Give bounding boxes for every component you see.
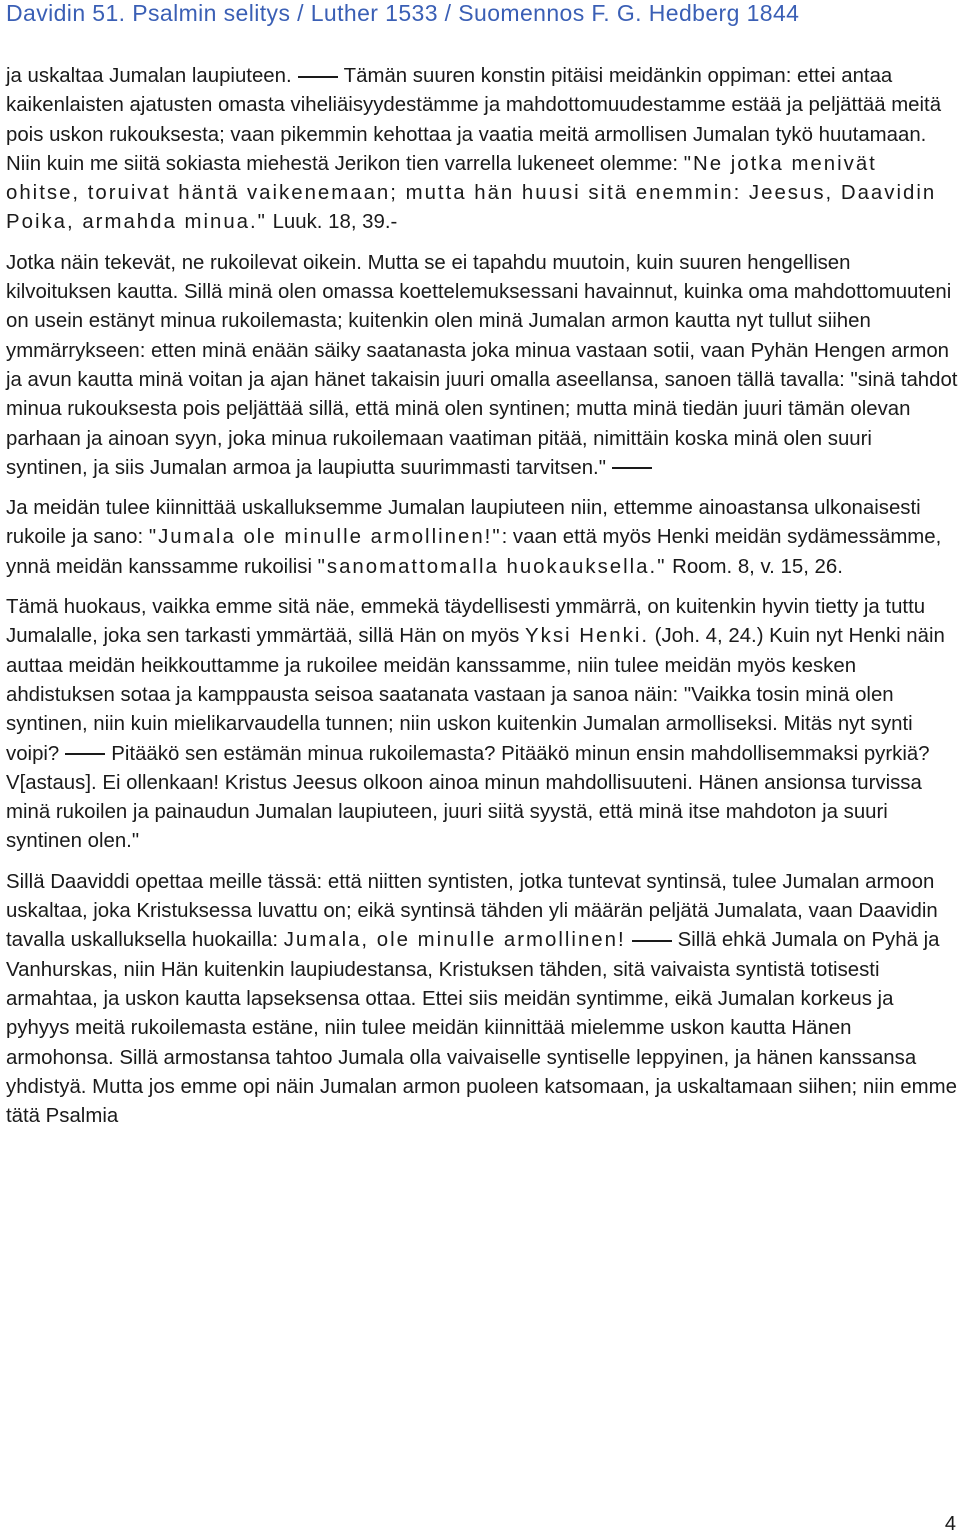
text-run: Tämän suuren konstin pitäisi meidänkin oppiman: ettei antaa kaikenlaisten ajatusten omasta viheliäisyydestämme ja mahdottomuudestamme estää ja peljättää meitä pois uskon rukouksesta; vaan pikemmin kehottaa ja vaatia meitä armollisen Jumalan tykö huutamaan. Niin kuin me siitä sokiasta miehestä Jerikon tien varrella lukeneet olemme:	[6, 65, 942, 175]
paragraph-3	[6, 494, 958, 582]
spaced-quote: Jumala, ole minulle armollinen!	[283, 929, 626, 952]
text-run: Ja meidän tulee kiinnittää uskalluksemme Jumalan laupiuteen niin, ettemme ainoastansa ulkonaisesti rukoile ja sano:	[6, 497, 921, 549]
spaced-quote: "Jumala ole minulle armollinen!"	[148, 526, 502, 549]
spaced-quote: "sanomattomalla huokauksella."	[317, 555, 667, 578]
page-header-title: Davidin 51. Psalmin selitys / Luther 1533 / Suomennos F. G. Hedberg 1844	[6, 0, 800, 26]
text-run: Pitääkö sen estämän minua rukoilemasta? Pitääkö minun ensin mahdollisemmaksi pyrkiä? V[astaus]. Ei ollenkaan! Kristus Jeesus olkoon ainoa minun mahdollisuuteni. Hänen ansionsa turvissa minä rukoilen ja painaudun Jumalan laupiuteen, juuri siitä syystä, että minä itse mahdoton ja suuri syntinen olen."	[6, 742, 930, 853]
text-run: Luuk. 18, 39.-	[266, 211, 398, 234]
em-dash	[612, 467, 652, 469]
document-body	[6, 62, 958, 1142]
em-dash	[65, 753, 105, 755]
em-dash	[632, 940, 672, 942]
text-run: Sillä ehkä Jumala on Pyhä ja Vanhurskas, niin Hän kuitenkin laupiudestansa, Kristuksen tähden, sitä vaivaista syntistä totisesti armahtaa, ja uskon kautta lapseksensa ottaa. Ettei siis meidän syntimme, eikä Jumalan korkeus ja pyhyys meitä rukoilemasta estäne, niin tulee meidän kiinnittää mielemme uskon kautta Hänen armohonsa. Sillä armostansa tahtoo Jumala olla vaivaiselle syntiselle leppyinen, ja hänen kanssansa yhdistyä. Mutta jos emme opi näin Jumalan armon puoleen katsomaan, ja uskaltamaan siihen; niin emme tätä Psalmia	[6, 929, 957, 1128]
paragraph-5	[6, 868, 958, 1132]
text-run: Sillä Daaviddi opettaa meille tässä: että niitten syntisten, jotka tuntevat syntinsä, tulee Jumalan armoon uskaltaa, joka Kristuksessa luvattu on; eikä syntinsä tähden yli määrän peljätä Jumalata, vaan Daavidin tavalla uskalluksella huokailla:	[6, 870, 938, 952]
spaced-quote: "Ne jotka menivät ohitse, toruivat häntä vaikenemaan; mutta hän huusi sitä enemmin: Jeesus, Daavidin Poika, armahda minua."	[6, 152, 937, 234]
em-dash	[298, 76, 338, 78]
text-run: Room. 8, v. 15, 26.	[666, 555, 843, 578]
paragraph-1	[6, 62, 958, 238]
text-run: Jotka näin tekevät, ne rukoilevat oikein. Mutta se ei tapahdu muutoin, kuin suuren hengellisen kilvoituksen kautta. Sillä minä olen omassa koettelemuksessani havainnut, kuinka oma mahdottomuuteni on usein estänyt minua rukoilemasta; kuitenkin olen minä Jumalan armon kautta nyt tullut siihen ymmärrykseen: etten minä enään säiky saatanasta joka minua vastaan sotii, vaan Pyhän Hengen armon ja avun kautta minä voitan ja ajan hänet takaisin juuri omalla aseellansa, sanoen tällä tavalla: "sinä tahdot minua rukouksesta pois peljättää sillä, että minä olen syntinen; mutta minä tiedän juuri tämän olevan parhaan ja ainoan syyn, joka minua rukoilemaan vaatiman pitää, nimittäin koska minä olen suuri syntinen, ja siis Jumalan armoa ja laupiutta suurimmasti tarvitsen."	[6, 251, 958, 479]
text-run: Tämä huokaus, vaikka emme sitä näe, emmekä täydellisesti ymmärrä, on kuitenkin hyvin tietty ja tuttu Jumalalle, joka sen tarkasti ymmärtää, sillä Hän on myös	[6, 596, 926, 648]
paragraph-4	[6, 593, 958, 857]
text-run: ja uskaltaa Jumalan laupiuteen.	[6, 65, 292, 87]
text-run: (Joh. 4, 24.) Kuin nyt Henki näin auttaa meidän heikkouttamme ja rukoilee meidän kanssamme, niin tulee meidän myös kesken ahdistuksen sotaa ja kamppausta seisoa saatanata vastaan ja sanoa näin: "Vaikka tosin minä olen syntinen, niin kuin mielikarvaudella tunnen; niin uskon kuitenkin Jumalan armolliseksi. Mitäs nyt synti voipi?	[6, 625, 945, 765]
page-number: 4	[944, 1513, 956, 1535]
text-run: : vaan että myös Henki meidän sydämessämme, ynnä meidän kanssamme rukoilisi	[6, 526, 942, 578]
spaced-quote: Yksi Henki.	[525, 625, 650, 648]
paragraph-2	[6, 249, 958, 483]
